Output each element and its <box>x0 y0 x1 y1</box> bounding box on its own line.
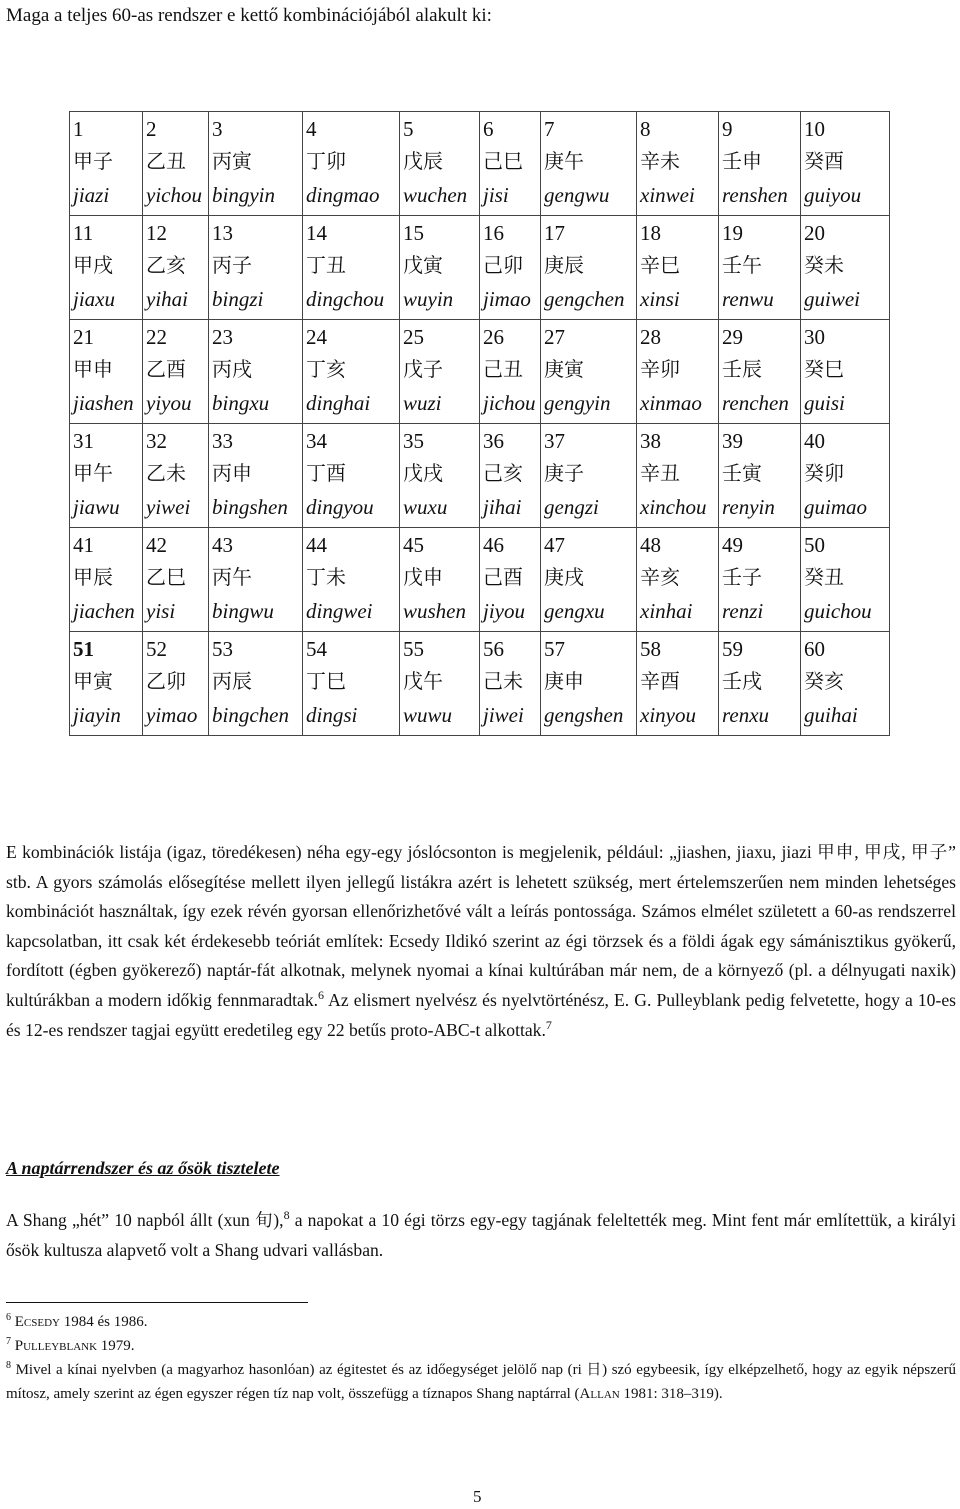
cycle-cell <box>209 632 303 736</box>
cycle-characters: 甲子 <box>73 149 113 173</box>
cycle-number: 5 <box>403 117 414 141</box>
cycle-pinyin: renyin <box>722 495 775 519</box>
cycle-pinyin: jihai <box>483 495 522 519</box>
cycle-pinyin: yiyou <box>146 391 192 415</box>
cycle-number: 23 <box>212 325 233 349</box>
cycle-cell <box>801 216 890 320</box>
cycle-cell <box>400 632 480 736</box>
cycle-number: 28 <box>640 325 661 349</box>
cycle-number: 52 <box>146 637 167 661</box>
cycle-characters: 辛亥 <box>640 565 680 589</box>
cycle-number: 38 <box>640 429 661 453</box>
cycle-characters: 乙丑 <box>146 149 186 173</box>
footnotes <box>6 1310 956 1406</box>
cycle-number: 11 <box>73 221 94 245</box>
cycle-pinyin: jiayin <box>73 703 121 727</box>
footnote-8 <box>6 1358 956 1406</box>
cycle-pinyin: jiyou <box>483 599 525 623</box>
cycle-cell <box>719 528 801 632</box>
cycle-cell <box>480 216 541 320</box>
cycle-cell <box>70 632 143 736</box>
cycle-cell <box>303 632 400 736</box>
cycle-characters: 乙巳 <box>146 565 186 589</box>
footnote-author: Pulleyblank <box>14 1338 98 1354</box>
cycle-characters: 辛未 <box>640 149 680 173</box>
cycle-number: 40 <box>804 429 825 453</box>
cycle-number: 57 <box>544 637 565 661</box>
cycle-number: 18 <box>640 221 661 245</box>
cycle-pinyin: xinhai <box>640 599 693 623</box>
cycle-pinyin: dingchou <box>306 287 385 311</box>
cycle-number: 59 <box>722 637 743 661</box>
cycle-cell <box>719 216 801 320</box>
cycle-number: 8 <box>640 117 651 141</box>
cycle-cell <box>70 112 143 216</box>
cycle-pinyin: jiaxu <box>73 287 115 311</box>
cycle-characters: 癸巳 <box>804 357 844 381</box>
cycle-cell <box>637 320 719 424</box>
cycle-pinyin: renxu <box>722 703 770 727</box>
cycle-pinyin: wuxu <box>403 495 448 519</box>
cycle-cell <box>303 216 400 320</box>
cycle-cell <box>303 112 400 216</box>
cycle-pinyin: wuzi <box>403 391 442 415</box>
cycle-characters: 丙申 <box>212 461 252 485</box>
cycle-characters: 丁丑 <box>306 253 346 277</box>
cycle-number: 13 <box>212 221 233 245</box>
cycle-characters: 癸卯 <box>804 461 844 485</box>
cycle-pinyin: yisi <box>146 599 176 623</box>
cycle-cell <box>637 528 719 632</box>
cycle-characters: 己未 <box>483 669 523 693</box>
cycle-cell <box>719 424 801 528</box>
cycle-cell <box>209 424 303 528</box>
cycle-characters: 壬辰 <box>722 357 762 381</box>
cycle-characters: 己卯 <box>483 253 523 277</box>
cycle-characters: 庚辰 <box>544 253 584 277</box>
footnote-author: Ecsedy <box>14 1314 60 1330</box>
section-heading: A naptárrendszer és az ősök tisztelete <box>6 1158 280 1178</box>
cycle-characters: 辛卯 <box>640 357 680 381</box>
cycle-pinyin: jisi <box>483 183 509 207</box>
footnote-author: Allan <box>579 1386 620 1402</box>
cycle-cell <box>400 216 480 320</box>
cycle-cell <box>480 528 541 632</box>
footnote-text: 1984 és 1986. <box>59 1314 148 1330</box>
cycle-pinyin: guiwei <box>804 287 860 311</box>
cycle-cell <box>209 216 303 320</box>
cycle-pinyin: xinwei <box>640 183 695 207</box>
footnote-7 <box>6 1334 956 1358</box>
cycle-characters: 乙亥 <box>146 253 186 277</box>
cycle-cell <box>801 112 890 216</box>
cycle-pinyin: dingmao <box>306 183 380 207</box>
cycle-pinyin: jiazi <box>73 183 110 207</box>
cycle-pinyin: dingsi <box>306 703 358 727</box>
cycle-pinyin: dinghai <box>306 391 371 415</box>
cycle-cell <box>70 528 143 632</box>
cycle-number: 12 <box>146 221 167 245</box>
cycle-characters: 庚子 <box>544 461 584 485</box>
cycle-characters: 己巳 <box>483 149 523 173</box>
cycle-number: 37 <box>544 429 565 453</box>
paragraph-text: A Shang „hét” 10 napból állt (xun 旬), <box>6 1210 284 1230</box>
cycle-cell <box>480 112 541 216</box>
cycle-characters: 己亥 <box>483 461 523 485</box>
cycle-pinyin: gengshen <box>544 703 624 727</box>
cycle-number: 54 <box>306 637 327 661</box>
cycle-characters: 甲辰 <box>73 565 113 589</box>
cycle-number: 20 <box>804 221 825 245</box>
footnote-ref: 8 <box>283 1208 290 1223</box>
cycle-cell <box>541 528 637 632</box>
cycle-number: 30 <box>804 325 825 349</box>
cycle-number: 10 <box>804 117 825 141</box>
cycle-pinyin: renchen <box>722 391 789 415</box>
sexagenary-cycle-table <box>69 111 890 736</box>
cycle-cell <box>541 632 637 736</box>
cycle-pinyin: wuyin <box>403 287 454 311</box>
cycle-row <box>70 320 890 424</box>
cycle-number: 17 <box>544 221 565 245</box>
cycle-cell <box>541 424 637 528</box>
cycle-characters: 辛酉 <box>640 669 680 693</box>
cycle-number: 50 <box>804 533 825 557</box>
cycle-cell <box>303 424 400 528</box>
cycle-pinyin: gengxu <box>544 599 605 623</box>
cycle-number: 60 <box>804 637 825 661</box>
paragraph-text: Az elismert nyelvész és nyelvtörténész, E. G. Pulleyblank pedig felvetette, hogy a 10-es és 12-es rendszer tagjai együtt eredetileg egy 22 betűs proto-ABC-t alkottak. <box>6 989 956 1040</box>
cycle-cell <box>143 216 209 320</box>
cycle-cell <box>480 632 541 736</box>
cycle-characters: 戊寅 <box>403 253 443 277</box>
cycle-number: 34 <box>306 429 327 453</box>
cycle-characters: 戊申 <box>403 565 443 589</box>
cycle-pinyin: bingzi <box>212 287 264 311</box>
cycle-characters: 丙午 <box>212 565 252 589</box>
cycle-characters: 癸亥 <box>804 669 844 693</box>
cycle-characters: 壬午 <box>722 253 762 277</box>
cycle-cell <box>480 424 541 528</box>
paragraph-text: a napokat a 10 égi törzs egy-egy tagjának feleltették meg. Mint fent már említettük, a királyi ősök kultusza alapvető volt a Shang udvari vallásban. <box>6 1210 956 1260</box>
footnote-ref: 6 <box>318 988 325 1003</box>
cycle-characters: 甲午 <box>73 461 113 485</box>
cycle-pinyin: wuchen <box>403 183 468 207</box>
cycle-characters: 庚申 <box>544 669 584 693</box>
cycle-pinyin: wuwu <box>403 703 453 727</box>
cycle-number: 41 <box>73 533 94 557</box>
cycle-cell <box>400 424 480 528</box>
cycle-number: 44 <box>306 533 327 557</box>
cycle-number: 53 <box>212 637 233 661</box>
cycle-number: 36 <box>483 429 504 453</box>
cycle-number: 6 <box>483 117 494 141</box>
cycle-pinyin: yimao <box>146 703 198 727</box>
cycle-cell <box>400 528 480 632</box>
cycle-characters: 己酉 <box>483 565 523 589</box>
cycle-characters: 丁巳 <box>306 669 346 693</box>
cycle-number: 25 <box>403 325 424 349</box>
cycle-characters: 壬寅 <box>722 461 762 485</box>
cycle-characters: 丁亥 <box>306 357 346 381</box>
cycle-characters: 癸酉 <box>804 149 844 173</box>
cycle-number: 9 <box>722 117 733 141</box>
cycle-characters: 辛巳 <box>640 253 680 277</box>
cycle-pinyin: bingshen <box>212 495 288 519</box>
cycle-number: 3 <box>212 117 223 141</box>
cycle-cell <box>70 216 143 320</box>
cycle-number: 4 <box>306 117 317 141</box>
cycle-cell <box>400 112 480 216</box>
cycle-cell <box>801 320 890 424</box>
cycle-pinyin: jiashen <box>73 391 134 415</box>
cycle-characters: 辛丑 <box>640 461 680 485</box>
cycle-characters: 丙辰 <box>212 669 252 693</box>
cycle-number: 2 <box>146 117 157 141</box>
cycle-pinyin: gengwu <box>544 183 610 207</box>
cycle-pinyin: bingwu <box>212 599 274 623</box>
cycle-number: 7 <box>544 117 555 141</box>
cycle-pinyin: guiyou <box>804 183 862 207</box>
cycle-number: 51 <box>73 637 94 661</box>
cycle-cell <box>719 632 801 736</box>
footnote-text: Mivel a kínai nyelvben (a magyarhoz hasonlóan) az égitestet és az időegységet jelölő nap (ri 日) szó egybeesik, így elképzelhető, hogy az egyik népszerű mítosz, amely szerint az égen egyszer régen tíz nap volt, összefügg a tíznapos Shang naptárral ( <box>6 1362 957 1402</box>
cycle-number: 42 <box>146 533 167 557</box>
footnote-number: 8 <box>6 1360 11 1371</box>
cycle-cell <box>801 632 890 736</box>
cycle-cell <box>480 320 541 424</box>
cycle-number: 56 <box>483 637 504 661</box>
cycle-pinyin: bingyin <box>212 183 275 207</box>
cycle-cell <box>303 528 400 632</box>
cycle-pinyin: yihai <box>146 287 188 311</box>
footnote-number: 6 <box>6 1312 11 1323</box>
cycle-cell <box>143 112 209 216</box>
cycle-characters: 乙酉 <box>146 357 186 381</box>
cycle-cell <box>637 112 719 216</box>
cycle-number: 43 <box>212 533 233 557</box>
cycle-number: 14 <box>306 221 327 245</box>
cycle-characters: 癸丑 <box>804 565 844 589</box>
cycle-number: 46 <box>483 533 504 557</box>
cycle-cell <box>719 320 801 424</box>
cycle-cell <box>143 424 209 528</box>
cycle-cell <box>303 320 400 424</box>
cycle-pinyin: xinsi <box>640 287 680 311</box>
cycle-number: 35 <box>403 429 424 453</box>
cycle-characters: 丁酉 <box>306 461 346 485</box>
cycle-pinyin: dingwei <box>306 599 373 623</box>
cycle-cell <box>801 528 890 632</box>
cycle-cell <box>637 216 719 320</box>
cycle-cell <box>70 424 143 528</box>
cycle-number: 29 <box>722 325 743 349</box>
body-paragraph <box>6 838 956 1045</box>
cycle-number: 33 <box>212 429 233 453</box>
cycle-number: 47 <box>544 533 565 557</box>
footnote-ref: 7 <box>545 1017 552 1032</box>
cycle-number: 32 <box>146 429 167 453</box>
cycle-cell <box>143 632 209 736</box>
cycle-cell <box>70 320 143 424</box>
cycle-pinyin: jichou <box>483 391 536 415</box>
cycle-row <box>70 424 890 528</box>
body-paragraph-shang <box>6 1205 956 1265</box>
cycle-pinyin: bingxu <box>212 391 270 415</box>
cycle-cell <box>400 320 480 424</box>
cycle-characters: 壬子 <box>722 565 762 589</box>
paragraph-text: E kombinációk listája (igaz, töredékesen) néha egy-egy jóslócsonton is megjelenik, például: „jiashen, jiaxu, jiazi 甲申, 甲戌, 甲子” stb. A gyors számolás elősegítése mellett ilyen jellegű listákra azért is lehetett szükség, mert értelemszerűen nem minden lehetséges kombinációt használtak, így ezek révén gyorsan ellenőrizhetővé vált a leírás pontossága. Számos elmélet született a 60-as rendszerrel kapcsolatban, itt csak két érdekesebb teóriát említek: Ecsedy Ildikó szerint az égi törzsek és a földi ágak egy sámánisztikus gyökerű, fordított (égben gyökerező) naptár-fát alkotnak, melynek nyomai a kínai kultúrában már nem, de a környező (pl. a délnyugati naxik) kultúrákban a modern időkig fennmaradtak. <box>6 842 956 1010</box>
cycle-characters: 丁卯 <box>306 149 346 173</box>
cycle-cell <box>637 632 719 736</box>
cycle-characters: 甲戌 <box>73 253 113 277</box>
cycle-number: 58 <box>640 637 661 661</box>
cycle-pinyin: jiwei <box>483 703 524 727</box>
cycle-pinyin: guisi <box>804 391 845 415</box>
cycle-characters: 壬戌 <box>722 669 762 693</box>
cycle-characters: 庚午 <box>544 149 584 173</box>
footnote-text: 1981: 318–319). <box>619 1386 723 1402</box>
cycle-cell <box>209 112 303 216</box>
cycle-pinyin: gengzi <box>544 495 599 519</box>
cycle-characters: 乙卯 <box>146 669 186 693</box>
cycle-pinyin: guimao <box>804 495 867 519</box>
cycle-pinyin: renzi <box>722 599 764 623</box>
page-number: 5 <box>473 1487 482 1506</box>
footnote-number: 7 <box>6 1336 11 1347</box>
intro-line: Maga a teljes 60-as rendszer e kettő kombinációjából alakult ki: <box>6 5 492 26</box>
cycle-characters: 己丑 <box>483 357 523 381</box>
footnote-separator <box>6 1302 308 1303</box>
cycle-pinyin: yichou <box>146 183 202 207</box>
cycle-characters: 丙戌 <box>212 357 252 381</box>
cycle-number: 49 <box>722 533 743 557</box>
footnote-6 <box>6 1310 956 1334</box>
cycle-pinyin: yiwei <box>146 495 191 519</box>
cycle-pinyin: guichou <box>804 599 872 623</box>
cycle-pinyin: dingyou <box>306 495 374 519</box>
cycle-pinyin: renwu <box>722 287 774 311</box>
cycle-pinyin: xinyou <box>640 703 696 727</box>
cycle-row <box>70 112 890 216</box>
cycle-pinyin: jimao <box>483 287 531 311</box>
cycle-cell <box>541 216 637 320</box>
cycle-cell <box>637 424 719 528</box>
footnote-text: 1979. <box>97 1338 135 1354</box>
cycle-cell <box>719 112 801 216</box>
cycle-number: 39 <box>722 429 743 453</box>
cycle-characters: 丙子 <box>212 253 252 277</box>
cycle-cell <box>209 528 303 632</box>
cycle-characters: 庚戌 <box>544 565 584 589</box>
cycle-characters: 戊子 <box>403 357 443 381</box>
cycle-characters: 甲申 <box>73 357 113 381</box>
cycle-characters: 乙未 <box>146 461 186 485</box>
cycle-pinyin: jiawu <box>73 495 120 519</box>
cycle-pinyin: bingchen <box>212 703 289 727</box>
cycle-pinyin: renshen <box>722 183 788 207</box>
cycle-pinyin: xinmao <box>640 391 702 415</box>
cycle-number: 19 <box>722 221 743 245</box>
cycle-number: 26 <box>483 325 504 349</box>
cycle-number: 48 <box>640 533 661 557</box>
cycle-row <box>70 528 890 632</box>
cycle-characters: 壬申 <box>722 149 762 173</box>
cycle-number: 16 <box>483 221 504 245</box>
cycle-characters: 戊戌 <box>403 461 443 485</box>
cycle-cell <box>209 320 303 424</box>
cycle-number: 24 <box>306 325 327 349</box>
cycle-number: 15 <box>403 221 424 245</box>
cycle-number: 21 <box>73 325 94 349</box>
cycle-cell <box>541 112 637 216</box>
cycle-cell <box>801 424 890 528</box>
cycle-pinyin: guihai <box>804 703 858 727</box>
cycle-cell <box>541 320 637 424</box>
cycle-number: 1 <box>73 117 84 141</box>
cycle-row <box>70 216 890 320</box>
cycle-pinyin: wushen <box>403 599 466 623</box>
cycle-characters: 庚寅 <box>544 357 584 381</box>
cycle-pinyin: gengyin <box>544 391 611 415</box>
cycle-characters: 甲寅 <box>73 669 113 693</box>
cycle-number: 55 <box>403 637 424 661</box>
cycle-pinyin: jiachen <box>73 599 135 623</box>
cycle-pinyin: gengchen <box>544 287 625 311</box>
cycle-cell <box>143 528 209 632</box>
cycle-number: 27 <box>544 325 565 349</box>
cycle-characters: 癸未 <box>804 253 844 277</box>
cycle-pinyin: xinchou <box>640 495 707 519</box>
cycle-number: 31 <box>73 429 94 453</box>
cycle-row <box>70 632 890 736</box>
cycle-characters: 丁未 <box>306 565 346 589</box>
cycle-characters: 戊辰 <box>403 149 443 173</box>
cycle-characters: 丙寅 <box>212 149 252 173</box>
cycle-number: 22 <box>146 325 167 349</box>
cycle-cell <box>143 320 209 424</box>
cycle-number: 45 <box>403 533 424 557</box>
cycle-characters: 戊午 <box>403 669 443 693</box>
